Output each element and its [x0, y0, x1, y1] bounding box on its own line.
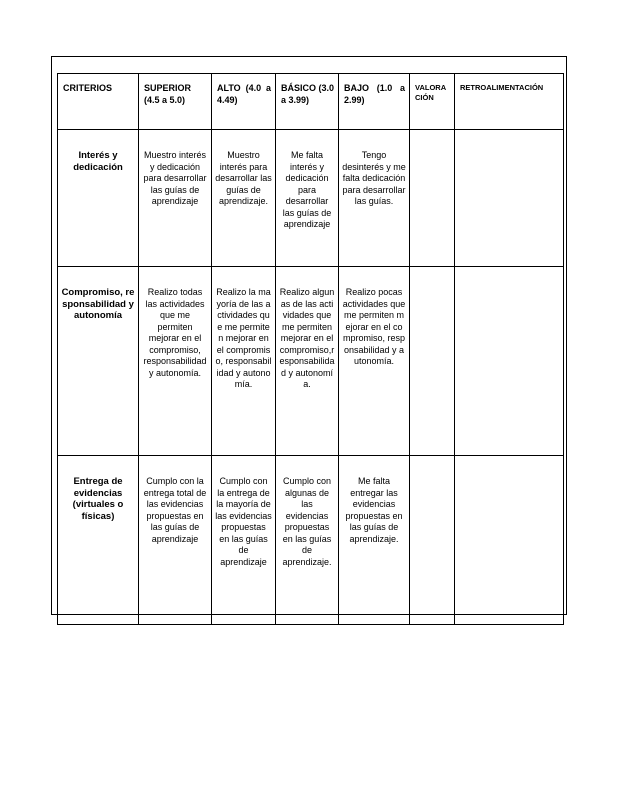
criterion-cell: Interés y dedicación [58, 130, 139, 267]
valoracion-cell[interactable] [410, 267, 455, 456]
document-frame [51, 56, 567, 615]
table-row [58, 267, 564, 456]
basico-cell: Realizo algunas de las actividades que me permiten mejorar en el compromiso,responsabilidad y autonomía. [276, 267, 339, 456]
header-superior: SUPERIOR (4.5 a 5.0) [139, 74, 212, 130]
header-row [58, 74, 564, 130]
alto-cell: Cumplo con la entrega de la mayoría de las evidencias propuestas en las guías de aprendizaje [212, 456, 276, 625]
header-basico: BÁSICO (3.0 a 3.99) [276, 74, 339, 130]
retroalimentacion-cell[interactable] [455, 267, 564, 456]
superior-cell: Realizo todas las actividades que me permiten mejorar en el compromiso, responsabilidad y autonomía. [139, 267, 212, 456]
header-alto: ALTO (4.0 a 4.49) [212, 74, 276, 130]
header-retroalimentacion: RETROALIMENTACIÓN [455, 74, 564, 130]
rubric-table [57, 73, 564, 625]
alto-cell: Realizo la mayoría de las actividades que me permiten mejorar en el compromiso, responsabilidad y autonomía. [212, 267, 276, 456]
superior-cell: Muestro interés y dedicación para desarrollar las guías de aprendizaje [139, 130, 212, 267]
basico-cell: Me falta interés y dedicación para desarrollar las guías de aprendizaje [276, 130, 339, 267]
header-bajo: BAJO (1.0 a 2.99) [339, 74, 410, 130]
header-valoracion: VALORACIÓN [410, 74, 455, 130]
retroalimentacion-cell[interactable] [455, 456, 564, 625]
bajo-cell: Tengo desinterés y me falta dedicación para desarrollar las guías. [339, 130, 410, 267]
basico-cell: Cumplo con algunas de las evidencias propuestas en las guías de aprendizaje. [276, 456, 339, 625]
header-criterios: CRITERIOS [58, 74, 139, 130]
bajo-cell: Me falta entregar las evidencias propuestas en las guías de aprendizaje. [339, 456, 410, 625]
criterion-cell: Compromiso, responsabilidad y autonomía [58, 267, 139, 456]
table-row [58, 130, 564, 267]
table-row [58, 456, 564, 625]
bajo-cell: Realizo pocas actividades que me permiten mejorar en el compromiso, responsabilidad y autonomía. [339, 267, 410, 456]
alto-cell: Muestro interés para desarrollar las guías de aprendizaje. [212, 130, 276, 267]
retroalimentacion-cell[interactable] [455, 130, 564, 267]
criterion-cell: Entrega de evidencias (virtuales o físicas) [58, 456, 139, 625]
superior-cell: Cumplo con la entrega total de las evidencias propuestas en las guías de aprendizaje [139, 456, 212, 625]
valoracion-cell[interactable] [410, 456, 455, 625]
valoracion-cell[interactable] [410, 130, 455, 267]
